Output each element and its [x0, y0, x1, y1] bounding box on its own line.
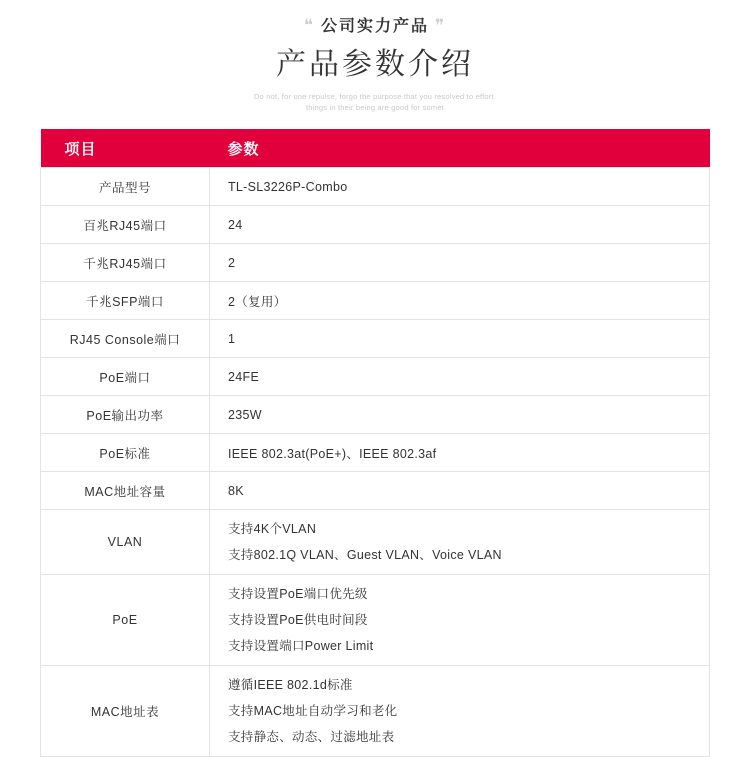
row-value-line: 遵循IEEE 802.1d标准 — [228, 678, 353, 692]
column-header-parameter: 参数 — [210, 129, 710, 168]
spec-table-head — [41, 129, 710, 168]
table-row — [41, 666, 710, 757]
row-value: 8K — [210, 472, 710, 510]
subtitle-line-1: Do not, for one repulse, forgo the purpose that you resolved to effort. — [253, 92, 497, 101]
row-key: 百兆RJ45端口 — [41, 206, 210, 244]
row-value: 24FE — [210, 358, 710, 396]
row-value-line: 支持静态、动态、过滤地址表 — [228, 730, 395, 744]
column-header-item: 项目 — [41, 129, 210, 168]
row-key: 千兆RJ45端口 — [41, 244, 210, 282]
row-value-line: 支持MAC地址自动学习和老化 — [228, 704, 398, 718]
quote-left-icon: ❝ — [303, 16, 315, 35]
row-key: PoE输出功率 — [41, 396, 210, 434]
quote-right-icon: ❞ — [435, 16, 447, 35]
table-row — [41, 510, 710, 575]
table-header-row — [41, 129, 710, 168]
table-row — [41, 168, 710, 206]
row-value-line: 支持设置PoE供电时间段 — [228, 613, 368, 627]
spec-table — [40, 129, 710, 757]
spec-table-body — [41, 168, 710, 757]
row-value: IEEE 802.3at(PoE+)、IEEE 802.3af — [210, 434, 710, 472]
table-row — [41, 244, 710, 282]
row-key: 千兆SFP端口 — [41, 282, 210, 320]
table-row — [41, 434, 710, 472]
table-row — [41, 575, 710, 666]
page-title: 产品参数介绍 — [276, 48, 474, 81]
row-key: RJ45 Console端口 — [41, 320, 210, 358]
eyebrow-label: 公司实力产品 — [320, 18, 429, 35]
row-value — [210, 666, 710, 757]
subtitle-line-2: things in their being are good for somet — [305, 103, 445, 112]
row-key: VLAN — [41, 510, 210, 575]
row-key: MAC地址容量 — [41, 472, 210, 510]
table-row — [41, 358, 710, 396]
row-value — [210, 575, 710, 666]
subtitle-block — [0, 91, 750, 113]
row-value: TL-SL3226P-Combo — [210, 168, 710, 206]
row-value-line: 支持设置PoE端口优先级 — [228, 587, 368, 601]
row-value: 24 — [210, 206, 710, 244]
table-row — [41, 396, 710, 434]
table-row — [41, 282, 710, 320]
row-key: MAC地址表 — [41, 666, 210, 757]
row-key: 产品型号 — [41, 168, 210, 206]
row-value: 2 — [210, 244, 710, 282]
row-value-line: 支持4K个VLAN — [228, 522, 317, 536]
table-row — [41, 320, 710, 358]
row-value-line: 支持802.1Q VLAN、Guest VLAN、Voice VLAN — [228, 548, 502, 562]
row-value-line: 支持设置端口Power Limit — [228, 639, 374, 653]
spec-table-wrapper — [40, 129, 710, 757]
row-value: 235W — [210, 396, 710, 434]
table-row — [41, 206, 710, 244]
row-key: PoE端口 — [41, 358, 210, 396]
row-key: PoE标准 — [41, 434, 210, 472]
page-header — [0, 0, 750, 113]
row-value: 1 — [210, 320, 710, 358]
row-key: PoE — [41, 575, 210, 666]
row-value: 2（复用） — [210, 282, 710, 320]
table-row — [41, 472, 710, 510]
eyebrow-text — [0, 14, 750, 39]
row-value — [210, 510, 710, 575]
